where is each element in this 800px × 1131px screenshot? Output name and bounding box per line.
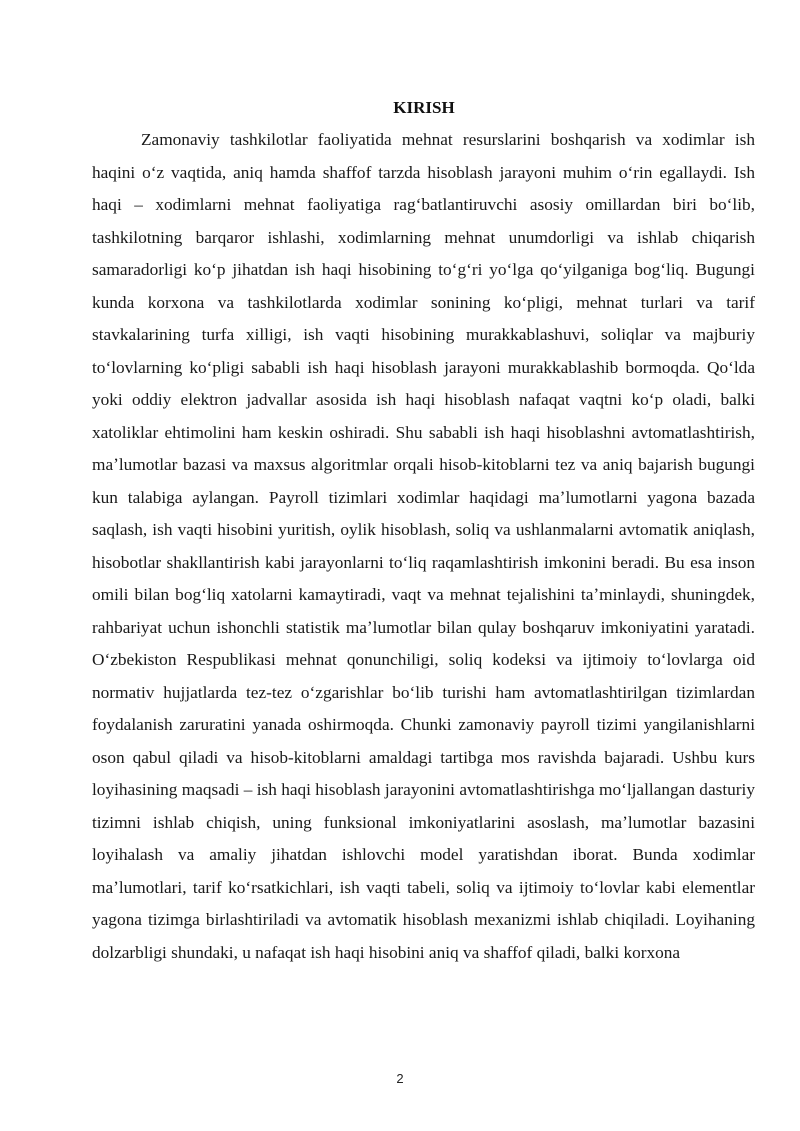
body-paragraph: Zamonaviy tashkilotlar faoliyatida mehnat resurslarini boshqarish va xodimlar ish haqini oʻz vaqtida, aniq hamda shaffof tarzda hisoblash jarayoni muhim oʻrin egallaydi. Ish haqi – xodimlarni mehnat faoliyatiga ragʻbatlantiruvchi asosiy omillardan biri boʻlib, tashkilotning barqaror ishlashi, xodimlarning mehnat unumdorligi va ishlab chiqarish samaradorligi koʻp jihatdan ish haqi hisobining toʻgʻri yoʻlga qoʻyilganiga bogʻliq. Bugungi kunda korxona va tashkilotlarda xodimlar sonining koʻpligi, mehnat turlari va tarif stavkalarining turfa xilligi, ish vaqti hisobining murakkablashuvi, soliqlar va majburiy toʻlovlarning koʻpligi sababli ish haqi hisoblash jarayoni murakkablashib bormoqda. Qoʻlda yoki oddiy elektron jadvallar asosida ish haqi hisoblash nafaqat vaqtni koʻp oladi, balki xatoliklar ehtimolini ham keskin oshiradi. Shu sababli ish haqi hisoblashni avtomatlashtirish, maʼlumotlar bazasi va maxsus algoritmlar orqali hisob-kitoblarni tez va aniq bajarish bugungi kun talabiga aylangan. Payroll tizimlari xodimlar haqidagi maʼlumotlarni yagona bazada saqlash, ish vaqti hisobini yuritish, oylik hisoblash, soliq va ushlanmalarni avtomatik aniqlash, hisobotlar shakllantirish kabi jarayonlarni toʻliq raqamlashtirish imkonini beradi. Bu esa inson omili bilan bogʻliq xatolarni kamaytiradi, vaqt va mehnat tejalishini taʼminlaydi, shuningdek, rahbariyat uchun ishonchli statistik maʼlumotlar bilan qulay boshqaruv imkoniyatini yaratadi. Oʻzbekiston Respublikasi mehnat qonunchiligi, soliq kodeksi va ijtimoiy toʻlovlarga oid normativ hujjatlarda tez-tez oʻzgarishlar boʻlib turishi ham avtomatlashtirilgan tizimlardan foydalanish zaruratini yanada oshirmoqda. Chunki zamonaviy payroll tizimi yangilanishlarni oson qabul qiladi va hisob-kitoblarni amaldagi tartibga mos ravishda bajaradi. Ushbu kurs loyihasining maqsadi – ish haqi hisoblash jarayonini avtomatlashtirishga moʻljallangan dasturiy tizimni ishlab chiqish, uning funksional imkoniyatlarini asoslash, maʼlumotlar bazasini loyihalash va amaliy jihatdan ishlovchi model yaratishdan iborat. Bunda xodimlar maʼlumotlari, tarif koʻrsatkichlari, ish vaqti tabeli, soliq va ijtimoiy toʻlovlar kabi elementlar yagona tizimga birlashtiriladi va avtomatik hisoblash mexanizmi ishlab chiqiladi. Loyihaning dolzarbligi shundaki, u nafaqat ish haqi hisobini aniq va shaffof qiladi, balki korxona [92, 130, 755, 962]
section-heading: KIRISH [393, 98, 455, 117]
page-number: 2 [396, 1071, 404, 1086]
